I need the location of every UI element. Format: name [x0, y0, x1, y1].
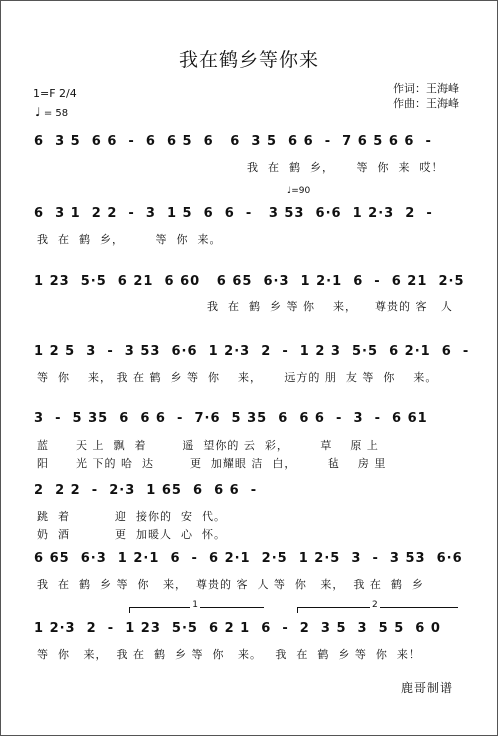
- composer-credit: 作曲：王海峰: [393, 97, 459, 110]
- notation-line-4: 1 2 5 3 - 3 53 6·6 1 2·3 2 - 1 2 3 5·5 6 2·1 6 -: [34, 344, 470, 359]
- page-title: 我在鹤乡等你来: [178, 49, 319, 71]
- arranger-signature: 鹿哥制谱: [401, 681, 454, 695]
- lyric-line-7: 我 在 鹤 乡 等 你 来， 尊贵的 客 人 等 你 来， 我 在 鹤 乡: [37, 578, 424, 591]
- lyric-line-1: 我 在 鹤 乡， 等 你 来 哎！: [247, 161, 444, 174]
- notation-line-2: 6 3 1 2 2 - 3 1 5 6 6 - 3 53 6·6 1 2·3 2 -: [34, 206, 433, 221]
- lyric-line-6b: 奶 酒 更 加暖人 心 怀。: [37, 528, 226, 541]
- key-signature: 1=F 2/4: [33, 87, 77, 100]
- lyric-line-8: 等 你 来， 我 在 鹤 乡 等 你 来。 我 在 鹤 乡 等 你 来！: [37, 648, 421, 661]
- lyric-line-2: 我 在 鹤 乡， 等 你 来。: [37, 233, 222, 246]
- tempo-value: = 58: [43, 108, 69, 119]
- notation-line-5: 3 - 5 35 6 6 6 - 7·6 5 35 6 6 6 - 3 - 6 61: [34, 411, 428, 426]
- lyric-line-5b: 阳 光 下的 哈 达 更 加耀眼 洁 白， 毡 房 里: [37, 457, 387, 470]
- lyric-line-3: 我 在 鹤 乡 等 你 来， 尊贵的 客 人: [207, 300, 453, 313]
- first-ending-number: 1: [192, 600, 199, 610]
- notation-line-1: 6 3 5 6 6 - 6 6 5 6 6 3 5 6 6 - 7 6 5 6 6 -: [34, 134, 432, 149]
- lyric-line-5a: 蓝 天 上 飘 着 遥 望你的 云 彩， 草 原 上: [37, 439, 379, 452]
- quarter-note-icon: ♩: [35, 105, 41, 119]
- notation-line-3: 1 23 5·5 6 21 6 60 6 65 6·3 1 2·1 6 - 6 21 2·5: [34, 274, 465, 289]
- lyricist-credit: 作词：王海峰: [393, 82, 459, 95]
- tempo-marking: [35, 105, 68, 119]
- second-ending-number: 2: [372, 600, 378, 610]
- lyric-line-6a: 跳 着 迎 接你的 安 代。: [37, 510, 226, 523]
- quarter-note-icon: ♩: [287, 186, 292, 196]
- second-ending-bracket: [297, 600, 458, 613]
- notation-line-8: 1 2·3 2 - 1 23 5·5 6 2 1 6 - 2 3 5 3 5 5 6 0: [34, 621, 441, 636]
- credits: [393, 81, 459, 111]
- notation-line-7: 6 65 6·3 1 2·1 6 - 6 2·1 2·5 1 2·5 3 - 3 53 6·6: [34, 551, 463, 566]
- tempo-change-marking: [287, 186, 310, 196]
- notation-line-6: 2 2 2 - 2·3 1 65 6 6 6 -: [34, 483, 258, 498]
- first-ending-bracket: [129, 600, 264, 613]
- lyric-line-4: 等 你 来， 我 在 鹤 乡 等 你 来， 远方的 朋 友 等 你 来。: [37, 371, 438, 384]
- tempo-change-value: =90: [291, 186, 311, 196]
